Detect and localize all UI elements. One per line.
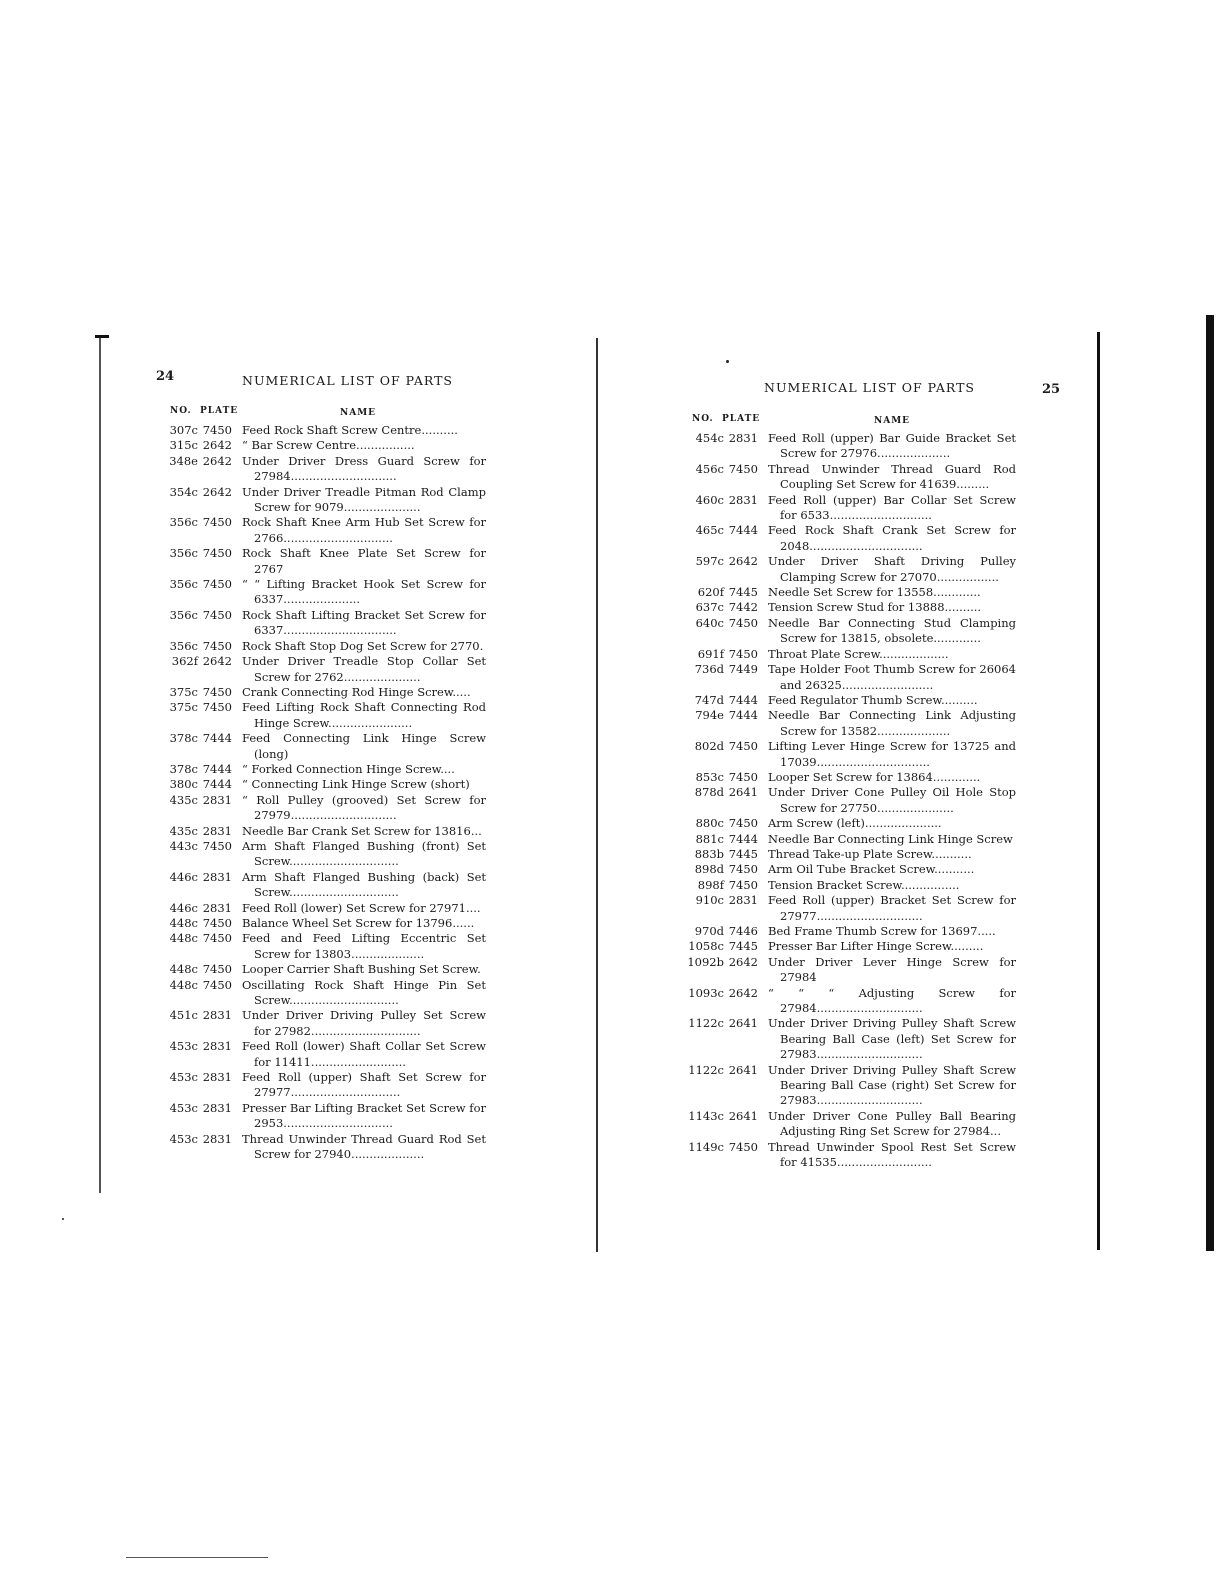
dust-speck (62, 1218, 64, 1220)
right-page-number: 25 (1042, 382, 1061, 397)
part-number: 747d (694, 692, 724, 707)
right-page-title: NUMERICAL LIST OF PARTS (764, 380, 976, 395)
link-underline (126, 1557, 268, 1558)
part-number: 802d (694, 739, 724, 754)
part-number: 356c (169, 515, 198, 530)
parts-list-entry (160, 1039, 486, 1070)
part-number: 878d (694, 785, 724, 800)
part-number: 348e (169, 453, 198, 468)
part-number: 446c (169, 900, 198, 915)
part-number: 453c (169, 1039, 198, 1054)
plate-number: 7450 (202, 962, 232, 977)
part-number: 637c (695, 600, 724, 615)
plate-number: 7444 (728, 692, 758, 707)
parts-list-entry (686, 785, 1016, 816)
parts-list-entry (160, 438, 486, 453)
plate-number: 7445 (728, 939, 758, 954)
part-name: Under Driver Shaft Driving Pulley Clamping Screw for 27070................. (768, 554, 1016, 584)
part-number: 853c (695, 769, 724, 784)
plate-number: 2642 (728, 554, 758, 569)
part-name: Arm Oil Tube Bracket Screw........... (768, 862, 975, 877)
parts-list-entry (160, 777, 486, 792)
parts-list-entry (686, 616, 1016, 647)
plate-number: 7450 (728, 816, 758, 831)
parts-list-entry (686, 693, 1016, 708)
parts-list-entry (160, 700, 486, 731)
plate-number: 7450 (202, 977, 232, 992)
part-number: 448c (169, 977, 198, 992)
plate-number: 7444 (728, 831, 758, 846)
right-col-plate: PLATE (722, 414, 761, 424)
parts-list-entry (686, 431, 1016, 462)
plate-number: 2641 (728, 1108, 758, 1123)
part-number: 620f (697, 585, 724, 600)
part-number: 1093c (688, 985, 724, 1000)
part-name: Under Driver Lever Hinge Screw for 27984 (768, 954, 1016, 985)
part-number: 435c (169, 823, 198, 838)
left-col-no: NO. (170, 406, 192, 416)
part-number: 460c (695, 492, 724, 507)
parts-list-entry (160, 962, 486, 977)
plate-number: 7450 (202, 684, 232, 699)
part-name: Feed and Feed Lifting Eccentric Set Screw for 13803.................... (242, 931, 486, 961)
parts-list-entry (160, 1070, 486, 1101)
right-parts-list (686, 431, 1016, 1171)
plate-number: 7450 (728, 615, 758, 630)
parts-list-entry (160, 793, 486, 824)
part-name: Under Driver Dress Guard Screw for 27984............................. (242, 453, 486, 484)
part-name: Under Driver Cone Pulley Ball Bearing Adjusting Ring Set Screw for 27984... (768, 1108, 1016, 1139)
plate-number: 7450 (728, 646, 758, 661)
parts-list-entry (686, 647, 1016, 662)
plate-number: 2831 (202, 1100, 232, 1115)
parts-list-entry (686, 955, 1016, 986)
plate-number: 7450 (728, 769, 758, 784)
parts-list-entry (686, 832, 1016, 847)
part-number: 380c (169, 777, 198, 792)
right-border-bar (1206, 315, 1214, 1251)
parts-list-entry (160, 1101, 486, 1132)
parts-list-entry (686, 878, 1016, 893)
part-number: 448c (169, 916, 198, 930)
plate-number: 2831 (202, 1039, 232, 1054)
part-number: 881c (695, 831, 724, 846)
part-number: 375c (169, 684, 198, 699)
part-name: Arm Shaft Flanged Bushing (front) Set Screw.............................. (242, 838, 486, 869)
parts-list-entry (160, 931, 486, 962)
part-number: 451c (169, 1008, 198, 1023)
part-number: 1122c (688, 1062, 724, 1077)
plate-number: 7450 (728, 862, 758, 877)
part-name: Looper Set Screw for 13864............. (768, 769, 981, 784)
part-name: Tension Bracket Screw................ (768, 877, 960, 892)
right-col-name: NAME (874, 416, 911, 426)
parts-list-entry (686, 986, 1016, 1017)
part-number: 453c (169, 1131, 198, 1146)
part-name: Under Driver Cone Pulley Oil Hole Stop Screw for 27750..................... (768, 785, 1016, 815)
part-number: 880c (695, 816, 724, 831)
plate-number: 7444 (728, 523, 758, 538)
plate-number: 2642 (728, 954, 758, 969)
plate-number: 2641 (728, 785, 758, 800)
part-name: Feed Roll (upper) Shaft Set Screw for 27977.............................. (242, 1070, 486, 1100)
plate-number: 7450 (202, 700, 232, 715)
part-number: 446c (169, 869, 198, 884)
part-name: Arm Screw (left)..................... (768, 816, 942, 831)
parts-list-entry (686, 739, 1016, 770)
parts-list-entry (686, 1140, 1016, 1171)
part-number: 465c (695, 523, 724, 538)
part-name: “ Roll Pulley (grooved) Set Screw for 27979............................. (242, 792, 486, 823)
part-number: 597c (695, 554, 724, 569)
parts-list-entry (160, 608, 486, 639)
plate-number: 7450 (202, 838, 232, 853)
plate-number: 7450 (728, 877, 758, 892)
part-name: Tension Screw Stud for 13888.......... (768, 600, 982, 615)
plate-number: 7450 (202, 916, 232, 930)
parts-list-entry (160, 546, 486, 577)
part-number: 1058c (688, 939, 724, 954)
part-name: Presser Bar Lifting Bracket Set Screw for 2953.............................. (242, 1100, 486, 1131)
part-name: Tape Holder Foot Thumb Screw for 26064 and 26325......................... (768, 662, 1016, 692)
parts-list-entry (686, 708, 1016, 739)
part-name: Rock Shaft Lifting Bracket Set Screw for 6337............................... (242, 607, 486, 638)
part-name: Feed Roll (lower) Shaft Collar Set Screw for 11411.......................... (242, 1039, 486, 1069)
right-col-no: NO. (692, 414, 714, 424)
part-number: 970d (694, 924, 724, 938)
parts-list-entry (160, 731, 486, 762)
plate-number: 2831 (202, 1070, 232, 1085)
part-number: 362f (171, 654, 198, 669)
plate-number: 7444 (728, 708, 758, 723)
parts-list-entry (160, 824, 486, 839)
part-name: Lifting Lever Hinge Screw for 13725 and 17039............................... (768, 739, 1016, 769)
part-name: Under Driver Driving Pulley Shaft Screw Bearing Ball Case (left) Set Screw for 27983............................. (768, 1016, 1016, 1062)
parts-list-entry (160, 515, 486, 546)
part-name: Crank Connecting Rod Hinge Screw..... (242, 684, 471, 699)
parts-list-entry (686, 600, 1016, 615)
parts-list-entry (160, 901, 486, 916)
part-number: 454c (695, 431, 724, 445)
plate-number: 7450 (202, 515, 232, 530)
plate-number: 2831 (202, 869, 232, 884)
part-number: 736d (694, 662, 724, 677)
part-name: Thread Unwinder Spool Rest Set Screw for 41535.......................... (768, 1139, 1016, 1170)
parts-list-entry (686, 893, 1016, 924)
plate-number: 7442 (728, 600, 758, 615)
parts-list-entry (160, 654, 486, 685)
part-number: 356c (169, 546, 198, 561)
parts-list-entry (686, 662, 1016, 693)
center-gutter-line (596, 338, 598, 1252)
part-name: Presser Bar Lifter Hinge Screw......... (768, 939, 984, 954)
plate-number: 7444 (202, 731, 232, 746)
part-number: 354c (169, 484, 198, 499)
part-name: “ Bar Screw Centre................ (242, 438, 415, 453)
part-number: 378c (169, 731, 198, 746)
plate-number: 2831 (202, 1008, 232, 1023)
part-name: Oscillating Rock Shaft Hinge Pin Set Screw.............................. (242, 977, 486, 1008)
part-number: 356c (169, 577, 198, 592)
plate-number: 7450 (202, 931, 232, 946)
plate-number: 2831 (728, 431, 758, 445)
part-number: 910c (695, 893, 724, 908)
parts-list-entry (686, 847, 1016, 862)
part-number: 453c (169, 1070, 198, 1085)
part-number: 898d (694, 862, 724, 877)
plate-number: 7450 (728, 739, 758, 754)
parts-list-entry (160, 978, 486, 1009)
part-number: 1149c (688, 1139, 724, 1154)
parts-list-entry (686, 816, 1016, 831)
part-name: Bed Frame Thumb Screw for 13697..... (768, 924, 996, 938)
part-number: 435c (169, 792, 198, 807)
part-number: 375c (169, 700, 198, 715)
parts-list-entry (160, 423, 486, 438)
part-number: 448c (169, 962, 198, 977)
left-scan-corner (95, 335, 109, 338)
plate-number: 2831 (202, 900, 232, 915)
parts-list-entry (160, 1132, 486, 1163)
part-name: Under Driver Driving Pulley Set Screw for 27982.............................. (242, 1008, 486, 1038)
parts-list-entry (686, 493, 1016, 524)
parts-list-entry (160, 839, 486, 870)
part-name: Needle Bar Connecting Stud Clamping Screw for 13815, obsolete............. (768, 615, 1016, 646)
plate-number: 7450 (202, 607, 232, 622)
left-page-number: 24 (156, 369, 175, 384)
part-number: 307c (169, 423, 198, 437)
parts-list-entry (686, 1109, 1016, 1140)
parts-list-entry (686, 523, 1016, 554)
plate-number: 7450 (728, 1139, 758, 1154)
left-col-name: NAME (340, 408, 377, 418)
plate-number: 7450 (202, 638, 232, 653)
part-name: Rock Shaft Stop Dog Set Screw for 2770. (242, 638, 484, 653)
parts-list-entry (160, 1008, 486, 1039)
part-number: 448c (169, 931, 198, 946)
plate-number: 2641 (728, 1016, 758, 1031)
plate-number: 7445 (728, 846, 758, 861)
dust-speck (726, 360, 729, 363)
right-scan-edge (1097, 332, 1100, 1250)
part-number: 1122c (688, 1016, 724, 1031)
left-scan-edge (99, 335, 101, 1193)
part-name: Under Driver Treadle Stop Collar Set Screw for 2762..................... (242, 654, 486, 684)
parts-list-entry (160, 577, 486, 608)
plate-number: 2642 (202, 453, 232, 468)
part-number: 456c (695, 461, 724, 476)
part-name: Feed Rock Shaft Screw Centre.......... (242, 423, 458, 437)
plate-number: 7450 (202, 423, 232, 437)
part-number: 1092b (687, 954, 724, 969)
plate-number: 2831 (728, 893, 758, 908)
plate-number: 2642 (728, 985, 758, 1000)
plate-number: 2642 (202, 654, 232, 669)
parts-list-entry (160, 870, 486, 901)
plate-number: 2831 (202, 823, 232, 838)
part-name: Feed Roll (upper) Bar Collar Set Screw for 6533............................ (768, 492, 1016, 523)
plate-number: 7444 (202, 761, 232, 776)
plate-number: 2831 (202, 1131, 232, 1146)
part-name: Thread Take-up Plate Screw........... (768, 846, 972, 861)
parts-list-entry (160, 762, 486, 777)
part-name: Feed Connecting Link Hinge Screw (long) (242, 731, 486, 761)
part-number: 453c (169, 1100, 198, 1115)
part-name: Balance Wheel Set Screw for 13796...... (242, 916, 475, 930)
part-name: “ Connecting Link Hinge Screw (short) (242, 777, 470, 792)
part-number: 640c (695, 615, 724, 630)
plate-number: 2831 (728, 492, 758, 507)
part-number: 794e (695, 708, 724, 723)
parts-list-entry (686, 462, 1016, 493)
plate-number: 2642 (202, 438, 232, 453)
plate-number: 2642 (202, 484, 232, 499)
part-name: “ “ Lifting Bracket Hook Set Screw for 6337..................... (242, 577, 486, 607)
left-col-plate: PLATE (200, 406, 239, 416)
parts-list-entry (686, 862, 1016, 877)
part-name: Under Driver Driving Pulley Shaft Screw Bearing Ball Case (right) Set Screw for 27983............................. (768, 1062, 1016, 1108)
part-name: Feed Regulator Thumb Screw.......... (768, 692, 978, 707)
part-name: Throat Plate Screw................... (768, 646, 949, 661)
plate-number: 7450 (202, 546, 232, 561)
part-name: Needle Bar Connecting Link Adjusting Screw for 13582.................... (768, 708, 1016, 738)
part-number: 1143c (688, 1108, 724, 1123)
parts-list-entry (160, 454, 486, 485)
part-name: Rock Shaft Knee Arm Hub Set Screw for 2766.............................. (242, 515, 486, 545)
part-name: Needle Bar Crank Set Screw for 13816... (242, 823, 482, 838)
part-name: Feed Roll (upper) Bracket Set Screw for 27977............................. (768, 893, 1016, 923)
plate-number: 7450 (728, 461, 758, 476)
parts-list-entry (686, 939, 1016, 954)
part-number: 898f (697, 877, 724, 892)
part-number: 356c (169, 638, 198, 653)
part-name: Thread Unwinder Thread Guard Rod Set Screw for 27940.................... (242, 1131, 486, 1162)
part-name: Needle Bar Connecting Link Hinge Screw (768, 831, 1013, 846)
part-name: Feed Roll (upper) Bar Guide Bracket Set Screw for 27976.................... (768, 431, 1016, 461)
plate-number: 7445 (728, 585, 758, 600)
part-number: 883b (694, 846, 724, 861)
parts-list-entry (686, 770, 1016, 785)
parts-list-entry (160, 685, 486, 700)
parts-list-entry (686, 554, 1016, 585)
part-name: Arm Shaft Flanged Bushing (back) Set Screw.............................. (242, 869, 486, 900)
part-number: 443c (169, 838, 198, 853)
parts-list-entry (160, 485, 486, 516)
parts-list-entry (686, 1063, 1016, 1109)
parts-list-entry (686, 585, 1016, 600)
part-number: 356c (169, 607, 198, 622)
part-name: Needle Set Screw for 13558............. (768, 585, 981, 600)
parts-list-entry (686, 1016, 1016, 1062)
plate-number: 7446 (728, 924, 758, 938)
part-name: Rock Shaft Knee Plate Set Screw for 2767 (242, 546, 486, 576)
part-name: Under Driver Treadle Pitman Rod Clamp Screw for 9079..................... (242, 484, 486, 515)
plate-number: 2831 (202, 792, 232, 807)
part-name: “ “ “ Adjusting Screw for 27984............................. (768, 985, 1016, 1016)
left-parts-list (160, 423, 486, 1163)
plate-number: 7450 (202, 577, 232, 592)
part-name: Feed Rock Shaft Crank Set Screw for 2048............................... (768, 523, 1016, 553)
part-number: 378c (169, 761, 198, 776)
part-name: Thread Unwinder Thread Guard Rod Coupling Set Screw for 41639......... (768, 461, 1016, 492)
plate-number: 7444 (202, 777, 232, 792)
part-name: Feed Lifting Rock Shaft Connecting Rod Hinge Screw....................... (242, 700, 486, 730)
left-page-title: NUMERICAL LIST OF PARTS (242, 373, 454, 388)
part-name: “ Forked Connection Hinge Screw.... (242, 761, 455, 776)
parts-list-entry (160, 916, 486, 931)
part-name: Feed Roll (lower) Set Screw for 27971.... (242, 900, 481, 915)
plate-number: 2641 (728, 1062, 758, 1077)
part-name: Looper Carrier Shaft Bushing Set Screw. (242, 962, 481, 977)
part-number: 691f (697, 646, 724, 661)
parts-list-entry (160, 639, 486, 654)
plate-number: 7449 (728, 662, 758, 677)
part-number: 315c (169, 438, 198, 453)
parts-list-entry (686, 924, 1016, 939)
